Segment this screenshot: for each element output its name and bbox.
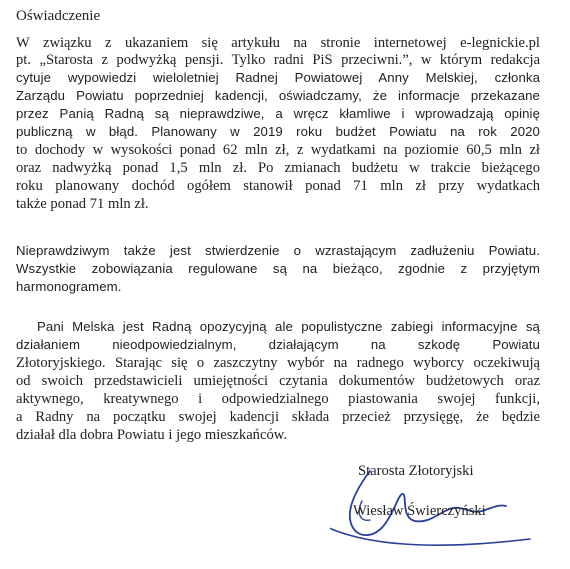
paragraph-1-line-4: Zarządu Powiatu poprzedniej kadencji, oświadczamy, że informacje przekazane	[16, 88, 540, 103]
paragraph-3-line-7: działał dla dobra Powiatu i jego mieszkańców.	[16, 427, 287, 443]
paragraph-1-line-9: roku planowany dochód ogółem stanowił ponad 71 mln zł przy wydatkach	[16, 178, 540, 194]
paragraph-3-line-1: Pani Melska jest Radną opozycyjną ale populistyczne zabiegi informacyjne są	[37, 319, 540, 334]
signature-block	[330, 456, 570, 566]
paragraph-3-line-6: a Radny na początku swojej kadencji składa przecież przysięgę, że będzie	[16, 409, 540, 425]
paragraph-1-line-3: cytuje wypowiedzi wieloletniej Radnej Powiatowej Anny Melskiej, członka	[16, 70, 540, 85]
paragraph-2-line-2: Wszystkie zobowiązania regulowane są na bieżąco, zgodnie z przyjętym	[16, 261, 540, 276]
paragraph-3-line-5: aktywnego, kreatywnego i odpowiedzialnego piastowania swojej funkcji,	[16, 391, 540, 407]
paragraph-1-line-7: to dochody w wysokości ponad 62 mln zł, z wydatkami na poziomie 60,5 mln zł	[16, 142, 540, 158]
paragraph-1-line-10: także ponad 71 mln zł.	[16, 196, 149, 212]
paragraph-2-line-3: harmonogramem.	[16, 279, 122, 294]
paragraph-1-line-1: W związku z ukazaniem się artykułu na stronie internetowej e-legnickie.pl	[16, 35, 540, 51]
document-title: Oświadczenie	[16, 8, 101, 24]
paragraph-1-line-5: przez Panią Radną są nieprawdziwe, a wręcz kłamliwe i wprowadzają opinię	[16, 106, 540, 121]
paragraph-1-line-6: publiczną w błąd. Planowany w 2019 roku budżet Powiatu na rok 2020	[16, 124, 540, 139]
paragraph-3-line-2: działaniem nieodpowiedzialnym, działającym na szkodę Powiatu	[16, 337, 540, 352]
paragraph-2-line-1: Nieprawdziwym także jest stwierdzenie o wzrastającym zadłużeniu Powiatu.	[16, 243, 540, 258]
signature-name: Wiesław Świerczyński	[353, 503, 486, 519]
signature-title: Starosta Złotoryjski	[358, 463, 474, 479]
paragraph-3-line-3: Złotoryjskiego. Starając się o zaszczytny wybór na radnego wyborcy oczekiwują	[16, 355, 540, 371]
paragraph-3-line-4: od swoich przedstawicieli umiejętności czytania dokumentów budżetowych oraz	[16, 373, 540, 389]
paragraph-1-line-2: pt. „Starosta z podwyżką pensji. Tylko radni PiS przeciwni.”, w którym redakcja	[16, 52, 540, 68]
paragraph-1-line-8: oraz nadwyżką ponad 1,5 mln zł. Po zmianach budżetu w trakcie bieżącego	[16, 160, 540, 176]
